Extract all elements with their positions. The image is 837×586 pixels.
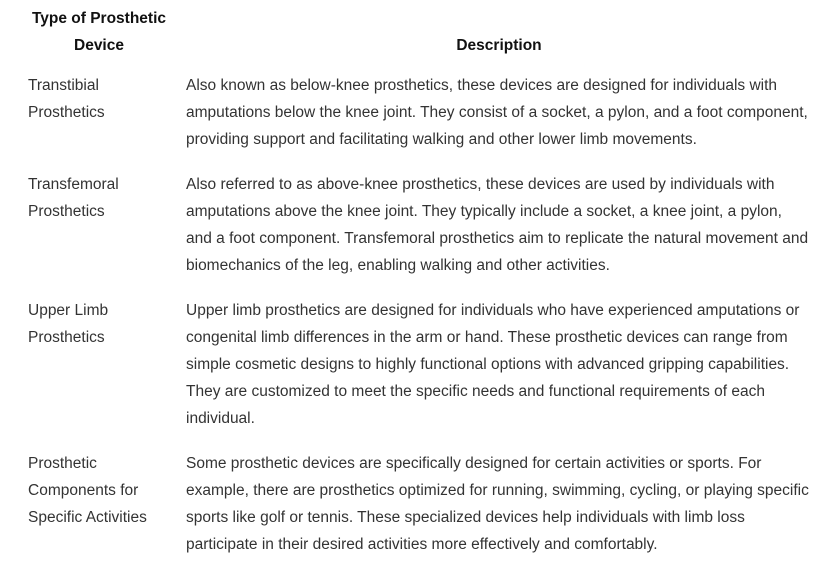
device-type-cell: Upper Limb Prosthetics xyxy=(28,302,109,346)
table-header xyxy=(20,3,820,64)
prosthetic-devices-table xyxy=(20,3,820,568)
device-description-cell: Also known as below-knee prosthetics, these devices are designed for individuals with amputations below the knee joint. They consist of a socket, a pylon, and a foot component, providing support and facilitating walking and other lower limb movements. xyxy=(186,77,808,148)
table-row xyxy=(20,163,820,289)
table-row xyxy=(20,289,820,442)
device-type-cell: Transfemoral Prosthetics xyxy=(28,176,119,220)
table-row xyxy=(20,442,820,568)
device-description-cell: Upper limb prosthetics are designed for individuals who have experienced amputations or congenital limb differences in the arm or hand. These prosthetic devices can range from simple cosmetic designs to highly functional options with advanced gripping capabilities. They are customized to meet the specific needs and functional requirements of each individual. xyxy=(186,302,800,427)
device-description-cell: Some prosthetic devices are specifically designed for certain activities or sports. For example, there are prosthetics optimized for running, swimming, cycling, or playing specific sports like golf or tennis. These specialized devices help individuals with limb loss participate in their desired activities more effectively and comfortably. xyxy=(186,455,809,553)
table-body xyxy=(20,64,820,568)
device-type-cell: Prosthetic Components for Specific Activities xyxy=(28,455,147,526)
device-description-cell: Also referred to as above-knee prosthetics, these devices are used by individuals with amputations above the knee joint. They typically include a socket, a knee joint, a pylon, and a foot component. Transfemoral prosthetics aim to replicate the natural movement and biomechanics of the leg, enabling walking and other activities. xyxy=(186,176,809,274)
table-row xyxy=(20,64,820,163)
column-header-description: Description xyxy=(456,37,542,54)
column-header-type: Type of Prosthetic Device xyxy=(31,10,167,54)
device-type-cell: Transtibial Prosthetics xyxy=(28,77,105,121)
header-row xyxy=(20,3,820,64)
